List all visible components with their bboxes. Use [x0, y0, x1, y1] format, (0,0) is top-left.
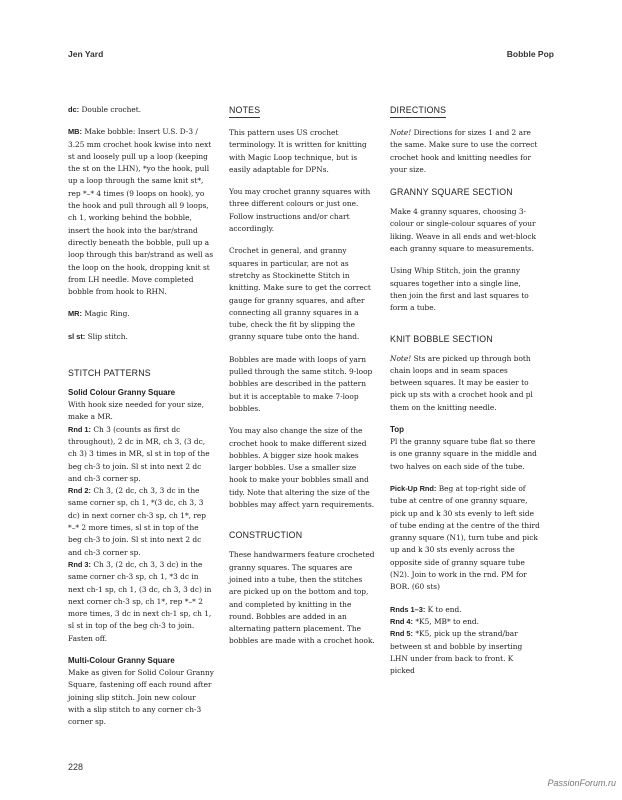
column-left [68, 104, 214, 738]
pickup-rnd [390, 483, 540, 594]
rnd-text: *K5, pick up the strand/bar between st and bobble by inserting LHN under from back to front. K picked [390, 629, 523, 676]
rnd-label: Rnd 1: [68, 424, 91, 434]
rnd-label: Rnd 5: [390, 629, 413, 639]
abbrev-term: sl st: [68, 331, 86, 341]
abbrev-def: Magic Ring. [81, 309, 130, 319]
abbrev-term: MB: [68, 127, 82, 137]
fasten-off: Fasten off. [68, 633, 108, 643]
note-text: Directions for sizes 1 and 2 are the same. Make sure to use the correct crochet hook and knitting needles for your size. [390, 128, 538, 174]
subheading-solid-square: Solid Colour Granny Square [68, 388, 176, 398]
solid-intro: With hook size needed for your size, make a MR. [68, 400, 204, 422]
column-right [390, 104, 540, 677]
note-text: Sts are picked up through both chain loops and in seam spaces between squares. It may be easier to pick up sts with a crochet hook and pl them on the knitting needle. [390, 353, 533, 412]
notes-paragraph: This pattern uses US crochet terminology. It is written for knitting with Magic Loop technique, but is easily adaptable for DPNs. [229, 128, 367, 174]
abbrev-mr [68, 308, 214, 320]
section-knit-bobble: KNIT BOBBLE SECTION [390, 333, 493, 344]
header-pattern-title: Bobble Pop [506, 49, 554, 59]
notes-paragraph: You may also change the size of the crochet hook to make different sized bobbles. A bigger size hook makes larger bobbles. Use a smaller size hook to make your bobbles small and tidy. Note that altering the size of the bobbles may affect yarn requirements. [229, 426, 375, 510]
rnd-text: K to end. [425, 604, 462, 614]
section-directions: DIRECTIONS [390, 104, 446, 118]
section-stitch-patterns: STITCH PATTERNS [68, 368, 151, 379]
rnd-1 [68, 424, 214, 485]
rnd-text: *K5, MB* to end. [413, 616, 479, 626]
rnd-label: Rnd 4: [390, 616, 413, 626]
abbrev-def: Double crochet. [79, 105, 142, 114]
column-middle [229, 104, 376, 658]
abbrev-term: MR: [68, 309, 82, 319]
rnd-3 [68, 559, 214, 633]
rnd-text: Ch 3, (2 dc, ch 3, 3 dc in the same corner sp, ch 1, *(3 dc, ch 3, 3 dc) in next corner ch-3 sp, ch 1*, rep *–* 2 more times, sl st in top of the beg ch-3 to join. Sl st into next 2 dc and ch-3 corner sp. [68, 486, 206, 557]
rnds-1-3 [390, 604, 540, 616]
granny-paragraph: Make 4 granny squares, choosing 3-colour or single-colour squares of your liking. Weave in all ends and wet-block each granny square to measurements. [390, 207, 536, 254]
notes-paragraph: Crochet in general, and granny squares in particular, are not as stretchy as Stockinette Stitch in knitting. Make sure to get the correct gauge for granny squares, and after connecting all granny squares in a tube, check the fit by slipping the granny square tube onto the hand. [229, 246, 371, 342]
section-granny-square: GRANNY SQUARE SECTION [390, 187, 513, 198]
notes-paragraph: Bobbles are made with loops of yarn pulled through the same stitch. 9-loop bobbles are described in the pattern but it is acceptable to make 7-loop bobbles. [229, 354, 373, 413]
notes-paragraph: You may crochet granny squares with three different colours or just one. Follow instructions and/or chart accordingly. [229, 187, 371, 234]
top-text: Pl the granny square tube flat so there is one granny square in the middle and two halves on each side of the tube. [390, 437, 537, 471]
rnd-5 [390, 628, 540, 677]
construction-paragraph: These handwarmers feature crocheted granny squares. The squares are joined into a tube, then the stitches are picked up on the bottom and top, and completed by knitting in the round. Bobbles are added in an alternating pattern placement. The bobbles are made with a crochet hook. [229, 550, 375, 646]
watermark: PassionForum.ru [547, 778, 616, 788]
header-author: Jen Yard [68, 49, 104, 59]
note-label: Note! [390, 128, 412, 137]
abbrev-def: Make bobble: Insert U.S. D-3 / 3.25 mm crochet hook kwise into next st and loosely pull up a loop (keeping the st on the LHN), *yo the hook, pull up a loop through the same knit st*, rep *–* 4 times (9 loops on hook), yo the hook and pull through all 9 loops, ch 1, working behind the bobble, insert the hook into the bar/strand directly beneath the bobble, pull up a loop through this bar/strand as well as the loop on the hook, dropping knit st from LH needle. Move completed bobble from hook to RHN. [68, 127, 214, 297]
rnd-text: Ch 3, (2 dc, ch 3, 3 dc) in the same corner ch-3 sp, ch 1, *3 dc in next ch-1 sp, ch 1, (3 dc, ch 3, 3 dc) in next corner ch-3 sp, ch 1*, rep *–* 2 more times, 3 dc in next ch-1 sp, ch 1, sl st in top of the beg ch-3 to join. [68, 559, 212, 631]
section-construction: CONSTRUCTION [229, 530, 303, 541]
granny-paragraph: Using Whip Stitch, join the granny squares together into a single line, then join the first and last squares to form a tube. [390, 266, 529, 313]
abbrev-dc [68, 104, 214, 116]
rnd-4 [390, 616, 540, 628]
multi-text: Make as given for Solid Colour Granny Square, fastening off each round after joining slip stitch. Join new colour with a slip stitch to any corner ch-3 corner sp. [68, 667, 214, 727]
rnd-label: Pick-Up Rnd: [390, 483, 437, 493]
subheading-top: Top [390, 425, 405, 435]
rnd-text: Ch 3 (counts as first dc throughout), 2 dc in MR, ch 3, (3 dc, ch 3) 3 times in MR, sl st in top of the beg ch-3 to join. Sl st into next 2 dc and ch-3 corner sp. [68, 424, 210, 483]
rnd-label: Rnd 3: [68, 559, 91, 569]
rnd-label: Rnds 1–3: [390, 604, 426, 614]
subheading-multi-square: Multi-Colour Granny Square [68, 655, 175, 665]
rnd-2 [68, 485, 214, 559]
knit-note [390, 353, 540, 414]
directions-note [390, 127, 540, 176]
abbrev-term: dc: [68, 105, 80, 114]
note-label: Note! [390, 353, 412, 363]
rnd-label: Rnd 2: [68, 486, 91, 496]
abbrev-slst [68, 331, 214, 343]
abbrev-def: Slip stitch. [85, 331, 128, 341]
section-notes: NOTES [229, 104, 260, 118]
page-number: 228 [68, 762, 84, 772]
rnd-text: Beg at top-right side of tube at centre of one granny square, pick up and k 30 sts evenly to left side of tube ending at the centre of the third granny square (N1), turn tube and pick up and k 30 sts evenly across the opposite side of granny square tube (N2). Join to work in the rnd. PM for BOR. (60 sts) [390, 483, 540, 592]
abbrev-mb [68, 126, 214, 298]
